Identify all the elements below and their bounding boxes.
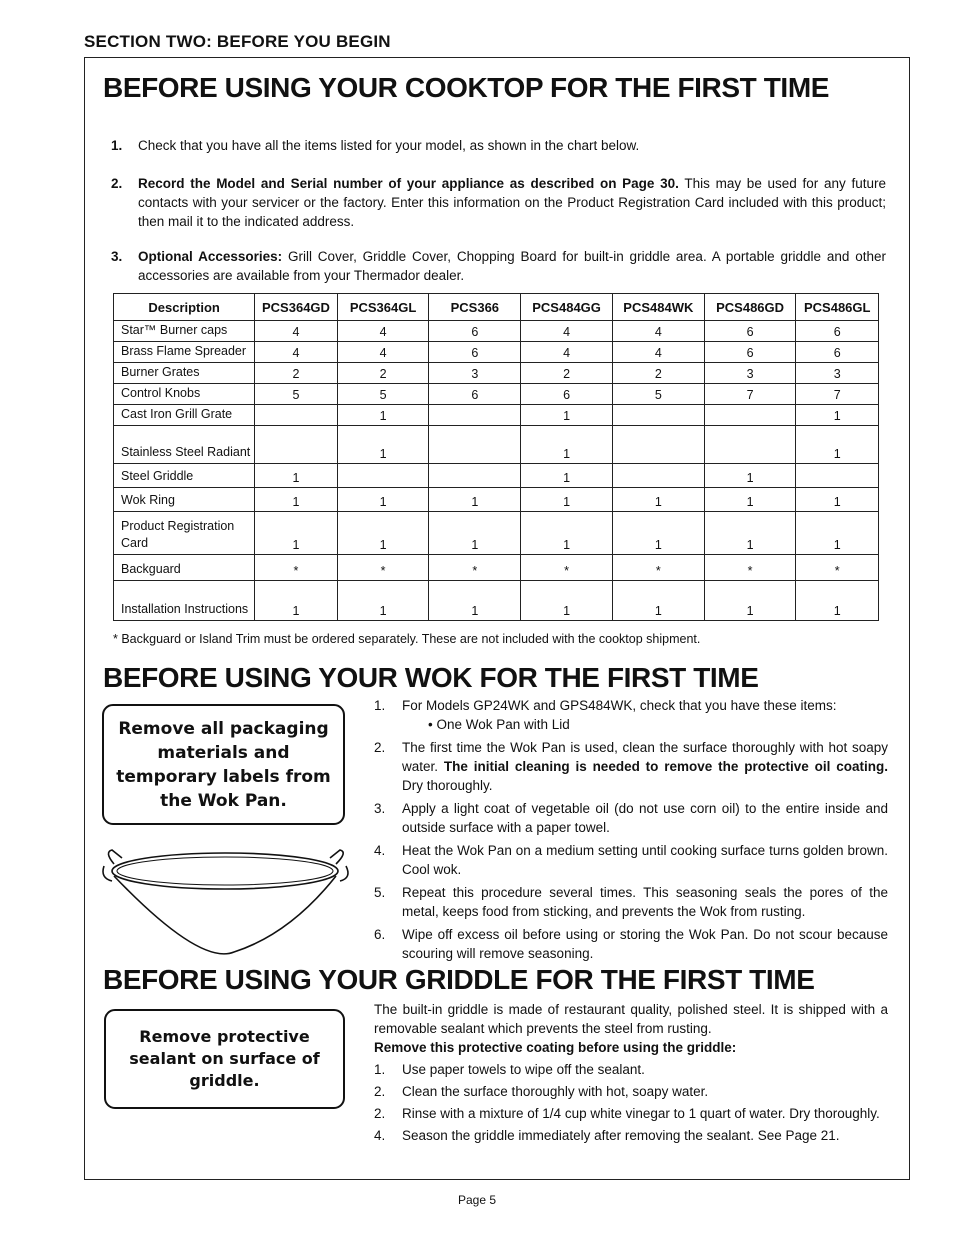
list-item-number: 1.: [374, 698, 386, 713]
table-cell-quantity: [612, 464, 704, 488]
list-item: [374, 883, 888, 921]
list-item: [374, 799, 888, 837]
table-cell-description: Cast Iron Grill Grate: [114, 405, 255, 426]
list-item-number: 6.: [374, 927, 386, 942]
table-cell-quantity: 2: [612, 363, 704, 384]
table-footnote: * Backguard or Island Trim must be ordered separately. These are not included with the cooktop shipment.: [113, 632, 701, 646]
table-cell-quantity: 5: [612, 384, 704, 405]
step-number: 2.: [111, 176, 123, 191]
table-cell-quantity: 1: [521, 512, 613, 555]
table-header-cell: Description: [114, 294, 255, 321]
table-cell-quantity: *: [337, 555, 429, 581]
table-header-cell: PCS364GL: [337, 294, 429, 321]
wok-callout-box: [102, 704, 345, 825]
list-item: [374, 1082, 888, 1101]
list-item-subitem: • One Wok Pan with Lid: [428, 717, 570, 732]
step-bold-text: Optional Accessories:: [138, 249, 283, 264]
table-cell-quantity: 6: [429, 321, 521, 342]
wok-callout-text: Remove all packaging materials and temporary labels from the Wok Pan.: [116, 718, 331, 811]
list-item-number: 2.: [374, 1084, 386, 1099]
table-cell-quantity: 1: [796, 488, 879, 512]
table-cell-quantity: 1: [521, 581, 613, 621]
table-row: [114, 321, 879, 342]
list-item: [374, 1126, 888, 1145]
table-cell-description: Product Registration Card: [114, 512, 255, 555]
table-cell-quantity: 1: [612, 488, 704, 512]
list-item: [374, 841, 888, 879]
table-cell-quantity: 3: [796, 363, 879, 384]
table-row: [114, 405, 879, 426]
table-cell-quantity: 1: [704, 512, 796, 555]
table-row: [114, 342, 879, 363]
table-cell-quantity: *: [704, 555, 796, 581]
table-cell-quantity: 1: [429, 581, 521, 621]
table-row: [114, 581, 879, 621]
table-cell-quantity: 5: [255, 384, 337, 405]
table-cell-description: Steel Griddle: [114, 464, 255, 488]
step-text: [138, 247, 886, 285]
page-number: Page 5: [457, 1193, 497, 1207]
list-item-text: Season the griddle immediately after removing the sealant. See Page 21.: [402, 1128, 840, 1143]
table-cell-quantity: 1: [796, 581, 879, 621]
table-header-cell: PCS484WK: [612, 294, 704, 321]
table-cell-quantity: 1: [255, 581, 337, 621]
table-cell-quantity: 6: [521, 384, 613, 405]
table-cell-description: Backguard: [114, 555, 255, 581]
table-cell-quantity: 2: [255, 363, 337, 384]
table-header-cell: PCS364GD: [255, 294, 337, 321]
table-cell-quantity: 1: [796, 426, 879, 464]
table-row: [114, 488, 879, 512]
wok-heading: BEFORE USING YOUR WOK FOR THE FIRST TIME: [103, 662, 759, 693]
table-cell-quantity: [704, 405, 796, 426]
table-row: [114, 384, 879, 405]
table-row: [114, 426, 879, 464]
table-cell-quantity: [429, 405, 521, 426]
table-cell-quantity: 1: [704, 581, 796, 621]
table-header-cell: PCS366: [429, 294, 521, 321]
step-number: 1.: [111, 138, 123, 153]
table-cell-quantity: *: [796, 555, 879, 581]
table-cell-quantity: 1: [521, 464, 613, 488]
table-cell-quantity: [429, 426, 521, 464]
list-item-text: Apply a light coat of vegetable oil (do not use corn oil) to the entire inside and outside surface with a paper towel.: [402, 801, 888, 835]
table-cell-quantity: 1: [521, 405, 613, 426]
table-cell-quantity: 1: [704, 488, 796, 512]
section-label: SECTION TWO: BEFORE YOU BEGIN: [84, 32, 391, 51]
wok-pan-illustration: [100, 848, 352, 958]
table-cell-quantity: 1: [337, 426, 429, 464]
griddle-section-text: [374, 1000, 888, 1145]
table-cell-quantity: 1: [612, 512, 704, 555]
wok-steps-list: [374, 696, 888, 963]
list-item: [374, 925, 888, 963]
table-cell-quantity: [255, 405, 337, 426]
list-item-bold-text: The initial cleaning is needed to remove the protective oil coating.: [443, 759, 888, 774]
table-cell-quantity: 4: [521, 321, 613, 342]
table-cell-quantity: 1: [612, 581, 704, 621]
table-cell-quantity: [612, 426, 704, 464]
table-cell-quantity: [612, 405, 704, 426]
table-cell-quantity: 6: [796, 342, 879, 363]
step-rest-text: This may be used for any future contacts with your servicer or the factory. Enter this information on the Product Registration Card included with this product; then mail it to the indicated address.: [138, 176, 886, 229]
table-cell-quantity: *: [612, 555, 704, 581]
table-cell-quantity: 1: [337, 488, 429, 512]
list-item-text: Repeat this procedure several times. This seasoning seals the pores of the metal, keeps food from sticking, and prevents the Wok from rusting.: [402, 885, 888, 919]
table-header-row: [114, 294, 879, 321]
table-cell-quantity: 6: [429, 384, 521, 405]
table-cell-quantity: [796, 464, 879, 488]
list-item-number: 4.: [374, 1128, 386, 1143]
step-text: [138, 174, 886, 231]
list-item-text: Clean the surface thoroughly with hot, soapy water.: [402, 1084, 709, 1099]
list-item: [374, 1060, 888, 1079]
table-cell-quantity: 1: [255, 464, 337, 488]
cooktop-step-3: [111, 247, 886, 287]
cooktop-step-1: [111, 136, 886, 156]
table-row: [114, 464, 879, 488]
list-item-text: Wipe off excess oil before using or storing the Wok Pan. Do not scour because scouring will remove seasoning.: [402, 927, 888, 961]
table-body: [114, 321, 879, 621]
griddle-heading: BEFORE USING YOUR GRIDDLE FOR THE FIRST TIME: [103, 964, 815, 995]
table-cell-quantity: 1: [521, 488, 613, 512]
list-item-number: 3.: [374, 801, 386, 816]
list-item: [374, 696, 888, 734]
table-cell-quantity: 1: [796, 405, 879, 426]
table-cell-description: Stainless Steel Radiant: [114, 426, 255, 464]
list-item: [374, 738, 888, 795]
table-cell-quantity: *: [255, 555, 337, 581]
table-row: [114, 555, 879, 581]
table-cell-quantity: 1: [429, 512, 521, 555]
table-row: [114, 363, 879, 384]
table-cell-quantity: [337, 464, 429, 488]
list-item-text: Heat the Wok Pan on a medium setting until cooking surface turns golden brown. Cool wok.: [402, 843, 888, 877]
griddle-intro: The built-in griddle is made of restaurant quality, polished steel. It is shipped with a removable sealant which prevents the steel from rusting.: [374, 1002, 888, 1036]
list-item-text: Rinse with a mixture of 1/4 cup white vinegar to 1 quart of water. Dry thoroughly.: [402, 1106, 880, 1121]
list-item-text: [402, 738, 888, 795]
table-cell-quantity: 1: [704, 464, 796, 488]
list-item-number: 4.: [374, 843, 386, 858]
table-cell-quantity: 4: [337, 342, 429, 363]
table-header-cell: PCS484GG: [521, 294, 613, 321]
table-cell-description: Star™ Burner caps: [114, 321, 255, 342]
table-cell-quantity: 2: [521, 363, 613, 384]
list-item-number: 2.: [374, 740, 386, 755]
table-cell-quantity: 1: [521, 426, 613, 464]
table-cell-quantity: 2: [337, 363, 429, 384]
table-cell-description: Wok Ring: [114, 488, 255, 512]
list-item-number: 2.: [374, 1106, 386, 1121]
table-row: [114, 512, 879, 555]
table-cell-quantity: 4: [255, 342, 337, 363]
table-cell-quantity: [704, 426, 796, 464]
table-cell-quantity: 1: [337, 581, 429, 621]
list-item-text: For Models GP24WK and GPS484WK, check that you have these items:: [402, 698, 837, 713]
list-item-text-part: Dry thoroughly.: [402, 778, 493, 793]
table-header-cell: PCS486GD: [704, 294, 796, 321]
table-cell-quantity: 1: [429, 488, 521, 512]
step-bold-text: Record the Model and Serial number of your appliance as described on Page 30.: [138, 176, 679, 191]
table-cell-quantity: *: [521, 555, 613, 581]
table-cell-quantity: 4: [337, 321, 429, 342]
list-item-number: 1.: [374, 1062, 386, 1077]
table-cell-description: Brass Flame Spreader: [114, 342, 255, 363]
step-number: 3.: [111, 249, 123, 264]
griddle-callout-text: Remove protective sealant on surface of griddle.: [129, 1027, 320, 1090]
table-cell-quantity: 1: [337, 405, 429, 426]
cooktop-step-2: [111, 174, 886, 234]
table-cell-quantity: 4: [255, 321, 337, 342]
table-cell-quantity: 4: [612, 342, 704, 363]
list-item-text: Use paper towels to wipe off the sealant.: [402, 1062, 645, 1077]
griddle-intro-bold: Remove this protective coating before using the griddle:: [374, 1040, 737, 1055]
table-cell-quantity: 4: [521, 342, 613, 363]
table-cell-description: Installation Instructions: [114, 581, 255, 621]
table-cell-quantity: 6: [429, 342, 521, 363]
step-text: Check that you have all the items listed for your model, as shown in the chart below.: [138, 138, 640, 153]
cooktop-heading: BEFORE USING YOUR COOKTOP FOR THE FIRST TIME: [103, 72, 830, 103]
items-table: [113, 293, 879, 621]
table-cell-description: Control Knobs: [114, 384, 255, 405]
griddle-callout-box: [104, 1009, 345, 1109]
table-cell-quantity: *: [429, 555, 521, 581]
table-header-cell: PCS486GL: [796, 294, 879, 321]
list-item-text-part: The first time the Wok Pan is used, clean the surface thoroughly with hot soapy water.: [402, 740, 888, 774]
list-item: [374, 1104, 888, 1123]
step-rest-text: Grill Cover, Griddle Cover, Chopping Board for built-in griddle area. A portable griddle and other accessories are available from your Thermador dealer.: [138, 249, 886, 283]
table-cell-quantity: 6: [796, 321, 879, 342]
table-cell-quantity: 1: [255, 512, 337, 555]
list-item-number: 5.: [374, 885, 386, 900]
table-cell-quantity: [255, 426, 337, 464]
table-cell-quantity: 3: [704, 363, 796, 384]
table-cell-quantity: 7: [704, 384, 796, 405]
table-cell-quantity: 1: [255, 488, 337, 512]
table-cell-quantity: 1: [337, 512, 429, 555]
table-cell-quantity: 3: [429, 363, 521, 384]
table-cell-quantity: 6: [704, 342, 796, 363]
table-cell-quantity: 4: [612, 321, 704, 342]
table-cell-quantity: 5: [337, 384, 429, 405]
table-cell-quantity: 6: [704, 321, 796, 342]
table-cell-quantity: 7: [796, 384, 879, 405]
table-cell-quantity: [429, 464, 521, 488]
table-cell-description: Burner Grates: [114, 363, 255, 384]
table-cell-quantity: 1: [796, 512, 879, 555]
